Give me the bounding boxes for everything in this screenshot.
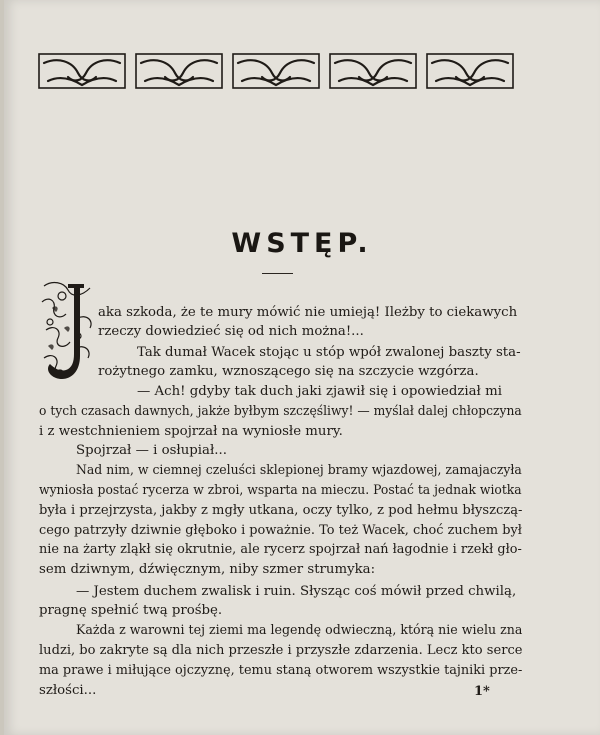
text-line-14: sem dziwnym, dźwięcznym, niby szmer strumyka: (39, 562, 376, 577)
page-title: WSTĘP. (231, 228, 373, 259)
text-line-9: Nad nim, w ciemnej czeluści sklepionej bramy wjazdowej, zamajaczyła (76, 463, 522, 478)
text-line-7: i z westchnieniem spojrzał na wyniosłe mury. (39, 424, 343, 439)
text-line-11: była i przejrzysta, jakby z mgły utkana, oczy tylko, z pod hełmu błyszczą- (39, 503, 523, 518)
ornament-header-icon (38, 51, 518, 93)
text-line-20: szłości... (39, 683, 97, 698)
text-line-13: nie na żarty zląkł się okrutnie, ale rycerz spojrzał nań łagodnie i rzekł gło- (39, 542, 522, 557)
text-line-15: — Jestem duchem zwalisk i ruin. Słysząc coś mówił przed chwilą, (76, 584, 517, 599)
text-line-16: pragnę spełnić twą prośbę. (39, 603, 223, 618)
text-line-4: rożytnego zamku, wznoszącego się na szczycie wzgórza. (98, 364, 479, 379)
text-line-18: ludzi, bo zakryte są dla nich przeszłe i przyszłe zdarzenia. Lecz kto serce (39, 643, 523, 658)
text-line-2: rzeczy dowiedzieć się od nich można!... (98, 324, 364, 339)
text-line-3: Tak dumał Wacek stojąc u stóp wpół zwalonej baszty sta- (137, 345, 521, 360)
text-line-10: wyniosła postać rycerza w zbroi, wsparta na mieczu. Postać ta jednak wiotka (39, 483, 522, 498)
page-number: 1* (474, 684, 490, 699)
text-line-8: Spojrzał — i osłupiał... (76, 443, 227, 458)
text-line-12: cego patrzyły dziwnie głęboko i poważnie. To też Wacek, choć zuchem był (39, 523, 522, 538)
text-line-19: ma prawe i miłujące ojczyznę, temu staną otworem wszystkie tajniki prze- (39, 663, 523, 678)
text-line-6: o tych czasach dawnych, jakże byłbym szczęśliwy! — myślał dalej chłopczyna (39, 404, 522, 419)
title-divider (262, 273, 293, 274)
text-line-17: Każda z warowni tej ziemi ma legendę odwieczną, którą nie wielu zna (76, 623, 523, 638)
text-line-5: — Ach! gdyby tak duch jaki zjawił się i opowiedział mi (137, 384, 502, 399)
text-line-1: aka szkoda, że te mury mówić nie umieją! Ileżby to ciekawych (98, 305, 518, 320)
book-page (4, 0, 600, 735)
dropcap-initial-icon (38, 278, 98, 386)
